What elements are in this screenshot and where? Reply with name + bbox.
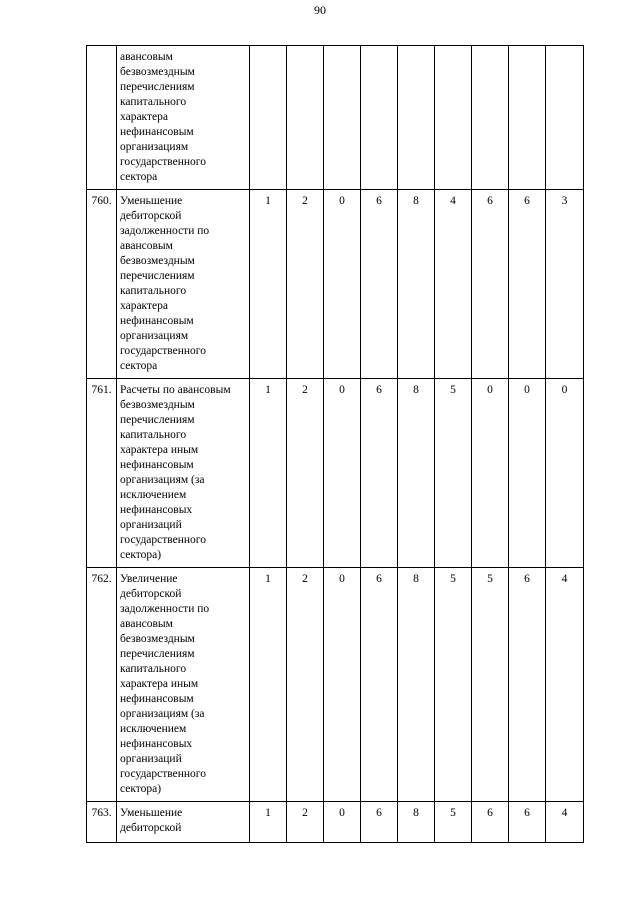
code-digit-cell: 6 <box>361 568 398 802</box>
code-digit-cell: 0 <box>509 379 546 568</box>
code-digit-cell: 0 <box>546 379 584 568</box>
code-digit-cell <box>398 46 435 190</box>
code-digit-cell: 6 <box>472 802 509 843</box>
code-digit-cell: 4 <box>546 802 584 843</box>
row-number: 762. <box>87 568 117 802</box>
code-digit-cell: 6 <box>361 190 398 379</box>
row-description: Расчеты по авансовым безвозмездным перечислениям капитального характера иным нефинансовым организациям (за исключением нефинансовых организаций государственного сектора) <box>117 379 250 568</box>
code-digit-cell <box>509 46 546 190</box>
code-digit-cell: 8 <box>398 568 435 802</box>
row-number <box>87 46 117 190</box>
code-digit-cell <box>472 46 509 190</box>
code-digit-cell: 2 <box>287 190 324 379</box>
row-number: 760. <box>87 190 117 379</box>
code-digit-cell: 0 <box>324 379 361 568</box>
code-digit-cell: 2 <box>287 379 324 568</box>
code-digit-cell: 0 <box>324 190 361 379</box>
code-digit-cell: 6 <box>509 802 546 843</box>
code-digit-cell: 1 <box>250 379 287 568</box>
code-digit-cell: 5 <box>435 379 472 568</box>
row-description: Уменьшение дебиторской задолженности по авансовым безвозмездным перечислениям капитального характера нефинансовым организациям государственного сектора <box>117 190 250 379</box>
code-digit-cell: 3 <box>546 190 584 379</box>
code-digit-cell: 8 <box>398 379 435 568</box>
code-digit-cell: 6 <box>509 190 546 379</box>
account-codes-table <box>86 45 584 843</box>
code-digit-cell: 8 <box>398 190 435 379</box>
code-digit-cell: 1 <box>250 190 287 379</box>
table-row <box>87 190 584 379</box>
code-digit-cell <box>546 46 584 190</box>
code-digit-cell: 4 <box>546 568 584 802</box>
code-digit-cell: 0 <box>472 379 509 568</box>
code-digit-cell: 5 <box>435 802 472 843</box>
page-number: 90 <box>314 3 326 17</box>
code-digit-cell: 6 <box>472 190 509 379</box>
table-row <box>87 379 584 568</box>
code-digit-cell: 5 <box>435 568 472 802</box>
code-digit-cell: 2 <box>287 568 324 802</box>
code-digit-cell <box>435 46 472 190</box>
row-description: авансовым безвозмездным перечислениям капитального характера нефинансовым организациям государственного сектора <box>117 46 250 190</box>
code-digit-cell: 1 <box>250 568 287 802</box>
code-digit-cell <box>287 46 324 190</box>
code-digit-cell: 0 <box>324 802 361 843</box>
code-digit-cell: 8 <box>398 802 435 843</box>
row-description: Уменьшение дебиторской <box>117 802 250 843</box>
row-number: 763. <box>87 802 117 843</box>
code-digit-cell: 4 <box>435 190 472 379</box>
code-digit-cell: 6 <box>361 379 398 568</box>
code-digit-cell: 0 <box>324 568 361 802</box>
code-digit-cell: 6 <box>361 802 398 843</box>
code-digit-cell: 2 <box>287 802 324 843</box>
code-digit-cell <box>250 46 287 190</box>
row-description: Увеличение дебиторской задолженности по авансовым безвозмездным перечислениям капитального характера иным нефинансовым организациям (за исключением нефинансовых организаций государственного сектора) <box>117 568 250 802</box>
row-number: 761. <box>87 379 117 568</box>
code-digit-cell <box>361 46 398 190</box>
code-digit-cell: 5 <box>472 568 509 802</box>
code-digit-cell: 6 <box>509 568 546 802</box>
code-digit-cell <box>324 46 361 190</box>
table-row <box>87 568 584 802</box>
table-row <box>87 802 584 843</box>
code-digit-cell: 1 <box>250 802 287 843</box>
table-row <box>87 46 584 190</box>
